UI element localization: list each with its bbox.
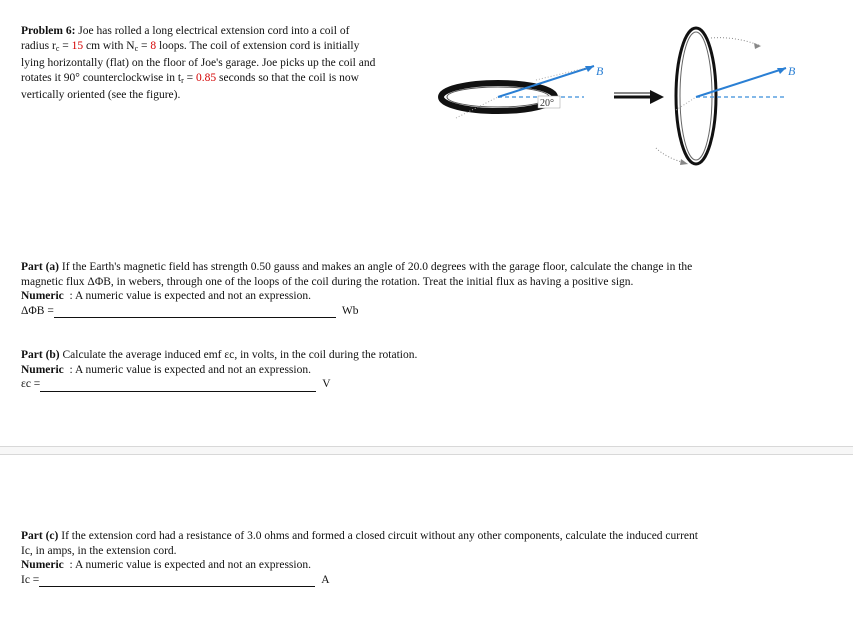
part-a-variable: ΔΦB = xyxy=(21,304,54,317)
radius-value: 15 xyxy=(71,39,84,52)
part-c-answer-input[interactable] xyxy=(39,574,315,587)
part-b-variable: εc = xyxy=(21,378,41,390)
time-value: 0.85 xyxy=(196,71,217,84)
part-a-unit: Wb xyxy=(341,304,359,317)
part-a: Part (a) If the Earth's magnetic field has strength 0.50 gauss and makes an angle of 20.0 degrees with the garage floor, calculate the change in the magnetic flux ΔΦB, in webers, through one of the loops of the coil during the rotation. Treat the initial flux as having a positive sign. Numeric : A numeric value is expected and not an expression. ΔΦB = Wb xyxy=(21,261,693,317)
part-b-title: Part (b) xyxy=(21,349,60,361)
b-field-arrow-right xyxy=(696,68,786,97)
b-label-left: B xyxy=(596,64,604,78)
problem-label: Problem 6: xyxy=(21,25,76,37)
b-label-right: B xyxy=(788,64,796,78)
part-a-title: Part (a) xyxy=(21,261,59,273)
part-c-variable: Ic = xyxy=(21,573,40,586)
part-b-unit: V xyxy=(322,378,331,390)
part-b: Part (b) Calculate the average induced emf εc, in volts, in the coil during the rotation. Numeric : A numeric value is expected and not an expression. εc = V xyxy=(21,349,418,390)
problem-statement: Problem 6: Joe has rolled a long electrical extension cord into a coil of radius $r_c = 15$ cm with $N_c = 8$ loops. The coil of extension cord is initially lying horizontally (flat) on the floor of Joe's garage. Joe picks up the coil and rotates it 90° counterclockwise in $t_r = 0.85$ seconds so that the coil is now vertically oriented (see the figure). xyxy=(21,25,376,101)
coil-figure xyxy=(436,18,846,178)
section-divider xyxy=(0,446,853,455)
part-c-unit: A xyxy=(321,573,330,586)
part-c: Part (c) If the extension cord had a resistance of 3.0 ohms and formed a closed circuit without any other components, calculate the induced current Ic, in amps, in the extension cord. Numeric : A numeric value is expected and not an expression. Ic = A xyxy=(21,530,698,586)
loops-value: 8 xyxy=(150,39,157,52)
part-c-title: Part (c) xyxy=(21,530,59,542)
part-a-answer-input[interactable] xyxy=(54,305,336,318)
part-b-answer-input[interactable] xyxy=(40,379,316,392)
angle-label: 20° xyxy=(540,98,554,109)
